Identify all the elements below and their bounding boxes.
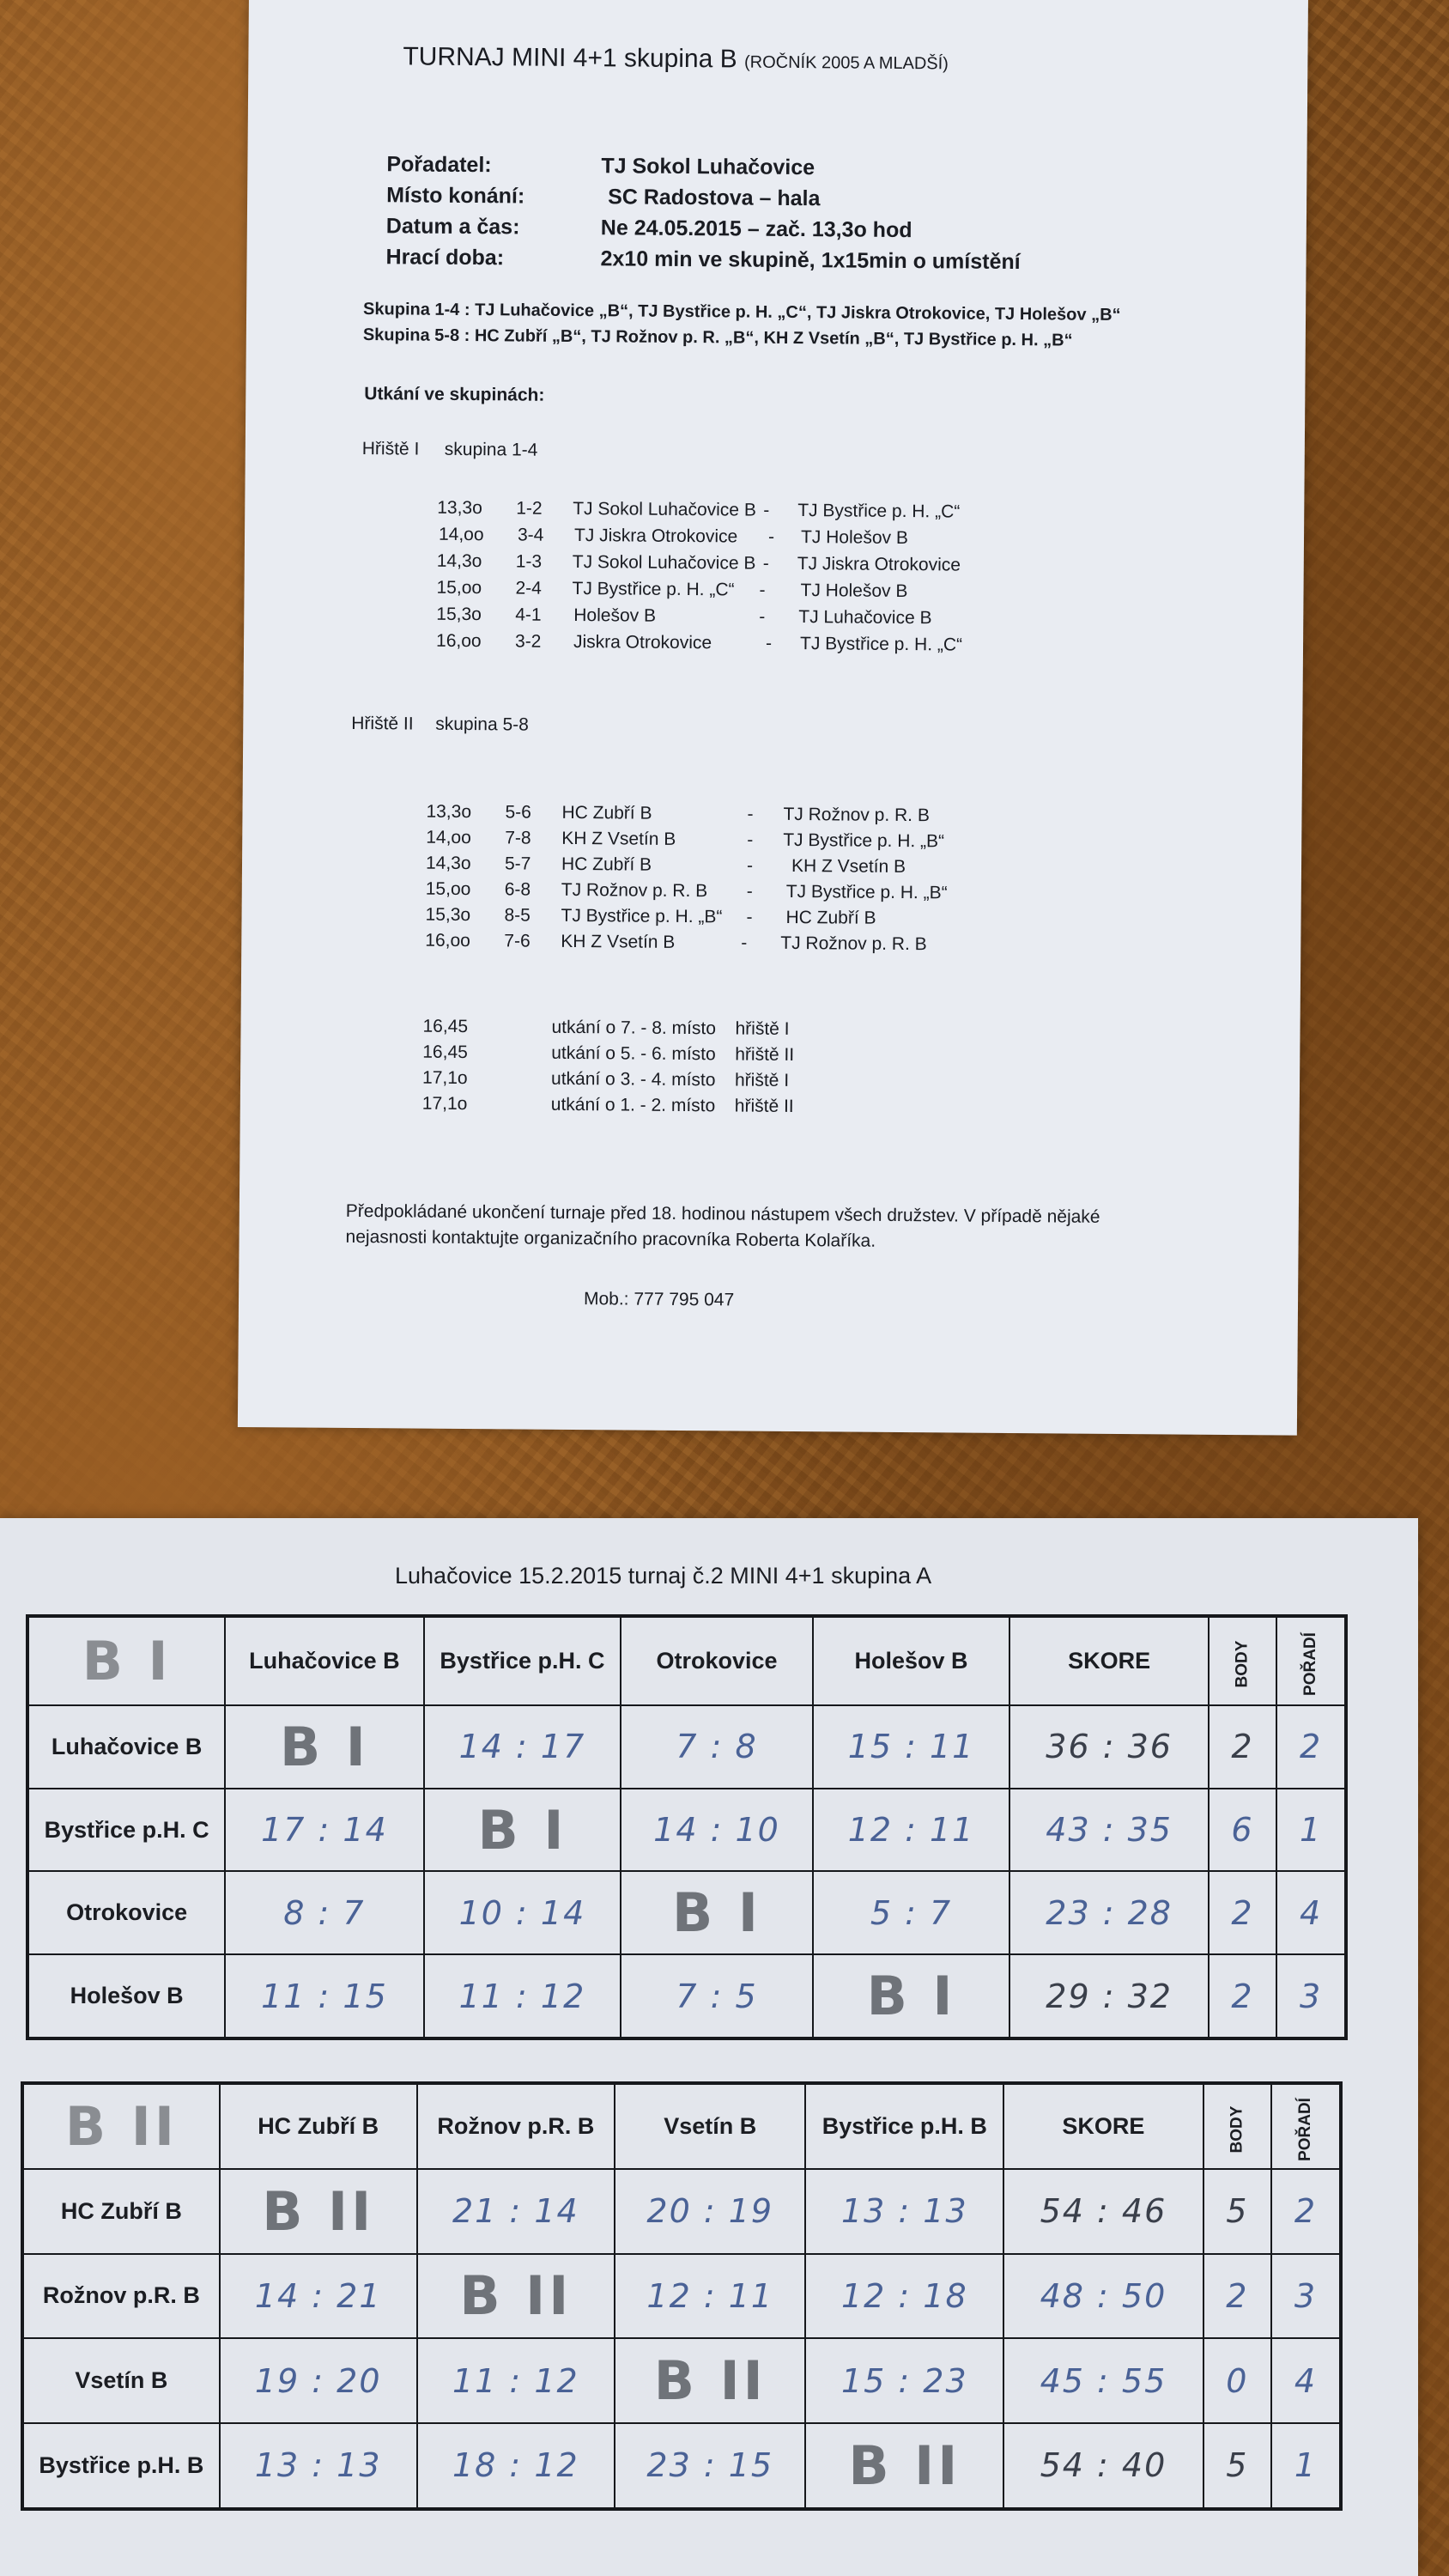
table-corner-logo: B I [27, 1616, 225, 1705]
group-table-2 [21, 2081, 1343, 2511]
match-time: 15,oo [436, 577, 482, 598]
match-time: 14,oo [438, 524, 484, 545]
diagonal-logo: B I [424, 1789, 621, 1872]
info-value: TJ Sokol Luhačovice [601, 154, 815, 180]
column-header: Vsetín B [615, 2083, 805, 2169]
column-header-text: POŘADÍ [1301, 1632, 1320, 1696]
column-header: HC Zubří B [220, 2083, 417, 2169]
match-home: TJ Bystřice p. H. „B“ [561, 905, 723, 927]
tournament-schedule-sheet [238, 0, 1308, 1436]
match-home: TJ Sokol Luhačovice B [573, 498, 756, 520]
table-row [22, 2423, 1341, 2509]
diagonal-logo: B II [220, 2169, 417, 2254]
match-away: TJ Jiskra Otrokovice [797, 554, 961, 575]
result-cell: 7 : 5 [621, 1954, 812, 2038]
match-away: TJ Bystřice p. H. „C“ [797, 501, 961, 522]
match-away: KH Z Vsetín B [791, 855, 906, 878]
row-team: Vsetín B [22, 2338, 220, 2423]
match-home: Jiskra Otrokovice [573, 631, 712, 653]
score-cell: 54 : 40 [1003, 2423, 1203, 2509]
match-away: TJ Bystřice p. H. „B“ [785, 881, 948, 903]
result-cell: 18 : 12 [417, 2423, 615, 2509]
score-cell: 36 : 36 [1009, 1705, 1208, 1789]
points-cell: 5 [1203, 2423, 1271, 2509]
result-cell: 8 : 7 [225, 1871, 423, 1954]
results-sheet [0, 1518, 1418, 2576]
footer-line-2: nejasnosti kontaktujte organizačního pracovníka Roberta Kolaříka. [345, 1226, 876, 1251]
match-away: TJ Rožnov p. R. B [783, 804, 930, 826]
match-home: HC Zubří B [561, 854, 652, 875]
result-cell: 21 : 14 [417, 2169, 615, 2254]
result-cell: 19 : 20 [220, 2338, 417, 2423]
points-cell: 6 [1209, 1789, 1276, 1872]
match-home: KH Z Vsetín B [561, 931, 676, 952]
info-label: Pořadatel: [386, 152, 492, 178]
mobile-number: Mob.: 777 795 047 [583, 1289, 735, 1310]
info-value: Ne 24.05.2015 – zač. 13,3o hod [600, 216, 912, 243]
info-value: 2x10 min ve skupině, 1x15min o umístění [600, 246, 1021, 275]
rank-cell: 4 [1271, 2338, 1341, 2423]
results-header: Luhačovice 15.2.2015 turnaj č.2 MINI 4+1 skupina A [395, 1563, 932, 1589]
column-header [1271, 2083, 1341, 2169]
score-cell: 54 : 46 [1003, 2169, 1203, 2254]
row-team: HC Zubří B [22, 2169, 220, 2254]
match-home: TJ Sokol Luhačovice B [572, 551, 756, 574]
title-text: TURNAJ MINI 4+1 skupina B [403, 42, 737, 74]
match-pair: 7-8 [505, 828, 531, 848]
column-header [1209, 1616, 1276, 1705]
court1-label: Hřiště I [361, 439, 420, 459]
match-home: TJ Rožnov p. R. B [561, 879, 708, 902]
column-header: SKORE [1009, 1616, 1208, 1705]
rank-cell: 2 [1271, 2169, 1341, 2254]
match-away: TJ Holešov B [800, 580, 908, 602]
match-time: 15,oo [425, 878, 471, 900]
column-header-text: BODY [1228, 2105, 1246, 2154]
match-away: TJ Bystřice p. H. „C“ [799, 634, 963, 655]
match-pair: 1-2 [516, 498, 543, 519]
placement-label: utkání o 7. - 8. místo [551, 1017, 717, 1039]
match-time: 13,3o [437, 497, 482, 519]
match-dash: - [762, 553, 769, 574]
result-cell: 14 : 21 [220, 2254, 417, 2339]
result-cell: 11 : 12 [417, 2338, 615, 2423]
result-cell: 15 : 23 [805, 2338, 1003, 2423]
result-cell: 13 : 13 [805, 2169, 1003, 2254]
match-pair: 3-2 [514, 631, 542, 652]
result-cell: 23 : 15 [615, 2423, 805, 2509]
points-cell: 2 [1209, 1871, 1276, 1954]
result-cell: 17 : 14 [225, 1789, 423, 1872]
row-team: Luhačovice B [27, 1705, 225, 1789]
result-cell: 11 : 12 [424, 1954, 621, 2038]
rank-cell: 3 [1271, 2254, 1341, 2339]
match-pair: 3-4 [517, 525, 544, 545]
court2-group: skupina 5-8 [435, 714, 529, 735]
rank-cell: 2 [1276, 1705, 1346, 1789]
table-row [22, 2169, 1341, 2254]
footer-line-1: Předpokládané ukončení turnaje před 18. hodinou nástupem všech družstev. V případě nějaké [345, 1200, 1100, 1227]
placement-time: 17,1o [421, 1067, 468, 1089]
match-pair: 5-7 [504, 854, 531, 874]
rank-cell: 1 [1271, 2423, 1341, 2509]
match-home: KH Z Vsetín B [561, 828, 676, 849]
match-dash: - [759, 580, 766, 600]
groups-line-1: Skupina 1-4 : TJ Luhačovice „B“, TJ Bystřice p. H. „C“, TJ Jiskra Otrokovice, TJ Holešov „B“ [363, 300, 1121, 325]
points-cell: 5 [1203, 2169, 1271, 2254]
row-team: Holešov B [27, 1954, 225, 2038]
match-dash: - [767, 526, 775, 547]
title-note: (ROČNÍK 2005 A MLADŠÍ) [743, 52, 949, 74]
column-header: Luhačovice B [225, 1616, 423, 1705]
placement-court: hřiště I [734, 1070, 790, 1091]
result-cell: 12 : 11 [615, 2254, 805, 2339]
match-dash: - [765, 633, 773, 653]
table-row [27, 1789, 1346, 1872]
match-dash: - [741, 933, 748, 953]
score-cell: 23 : 28 [1009, 1871, 1208, 1954]
diagonal-logo: B I [621, 1871, 812, 1954]
match-pair: 8-5 [504, 905, 531, 926]
match-dash: - [747, 804, 754, 824]
points-cell: 2 [1209, 1705, 1276, 1789]
points-cell: 0 [1203, 2338, 1271, 2423]
result-cell: 14 : 17 [424, 1705, 621, 1789]
match-time: 16,oo [435, 630, 482, 652]
match-dash: - [746, 907, 753, 927]
match-home: HC Zubří B [561, 802, 652, 823]
group-matches-heading: Utkání ve skupinách: [364, 384, 545, 405]
match-time: 16,oo [425, 930, 470, 951]
points-cell: 2 [1209, 1954, 1276, 2038]
result-cell: 5 : 7 [813, 1871, 1010, 1954]
column-header-text: BODY [1233, 1640, 1252, 1688]
match-home: Holešov B [573, 605, 657, 626]
rank-cell: 3 [1276, 1954, 1346, 2038]
match-dash: - [763, 500, 770, 520]
court1-group: skupina 1-4 [444, 439, 538, 460]
result-cell: 15 : 11 [813, 1705, 1010, 1789]
placement-court: hřiště I [735, 1018, 790, 1039]
result-cell: 14 : 10 [621, 1789, 812, 1872]
info-label: Místo konání: [386, 183, 525, 209]
info-label: Hrací doba: [385, 245, 505, 270]
column-header [1276, 1616, 1346, 1705]
placement-label: utkání o 3. - 4. místo [550, 1068, 716, 1091]
placement-time: 17,1o [421, 1093, 468, 1115]
placement-label: utkání o 5. - 6. místo [551, 1042, 716, 1065]
column-header: SKORE [1003, 2083, 1203, 2169]
column-header [1203, 2083, 1271, 2169]
rank-cell: 1 [1276, 1789, 1346, 1872]
result-cell: 12 : 11 [813, 1789, 1010, 1872]
result-cell: 11 : 15 [225, 1954, 423, 2038]
result-cell: 12 : 18 [805, 2254, 1003, 2339]
info-value: SC Radostova – hala [608, 185, 821, 211]
match-dash: - [746, 855, 754, 876]
score-cell: 43 : 35 [1009, 1789, 1208, 1872]
points-cell: 2 [1203, 2254, 1271, 2339]
row-team: Otrokovice [27, 1871, 225, 1954]
rank-cell: 4 [1276, 1871, 1346, 1954]
result-cell: 13 : 13 [220, 2423, 417, 2509]
result-cell: 20 : 19 [615, 2169, 805, 2254]
match-pair: 6-8 [504, 879, 531, 900]
table-row [27, 1954, 1346, 2038]
match-away: TJ Luhačovice B [798, 607, 932, 629]
column-header: Bystřice p.H. C [424, 1616, 621, 1705]
row-team: Bystřice p.H. C [27, 1789, 225, 1872]
score-cell: 48 : 50 [1003, 2254, 1203, 2339]
diagonal-logo: B I [225, 1705, 423, 1789]
table-row [27, 1705, 1346, 1789]
diagonal-logo: B I [813, 1954, 1010, 2038]
match-away: TJ Rožnov p. R. B [780, 933, 927, 955]
score-cell: 45 : 55 [1003, 2338, 1203, 2423]
group-table-1 [26, 1614, 1348, 2040]
match-pair: 2-4 [515, 578, 543, 598]
placement-time: 16,45 [422, 1042, 468, 1063]
table-header-row [27, 1616, 1346, 1705]
match-dash: - [747, 829, 754, 850]
table-row [22, 2338, 1341, 2423]
table-header-row [22, 2083, 1341, 2169]
placement-label: utkání o 1. - 2. místo [550, 1094, 716, 1116]
match-pair: 1-3 [515, 551, 543, 572]
result-cell: 7 : 8 [621, 1705, 812, 1789]
sheet-title [403, 42, 949, 76]
match-away: HC Zubří B [785, 907, 876, 928]
match-dash: - [759, 606, 766, 627]
match-time: 14,3o [425, 853, 471, 874]
column-header-text: POŘADÍ [1296, 2098, 1315, 2161]
match-time: 15,3o [436, 604, 482, 625]
score-cell: 29 : 32 [1009, 1954, 1208, 2038]
court2-label: Hřiště II [351, 713, 414, 734]
diagonal-logo: B II [805, 2423, 1003, 2509]
table-corner-logo: B II [22, 2083, 220, 2169]
table-row [27, 1871, 1346, 1954]
diagonal-logo: B II [417, 2254, 615, 2339]
match-pair: 5-6 [505, 802, 531, 823]
match-time: 14,oo [426, 827, 471, 848]
match-dash: - [746, 881, 753, 902]
match-away: TJ Bystřice p. H. „B“ [783, 829, 945, 852]
match-pair: 7-6 [504, 931, 530, 951]
placement-time: 16,45 [422, 1016, 469, 1037]
result-cell: 10 : 14 [424, 1871, 621, 1954]
match-time: 15,3o [425, 904, 471, 926]
column-header: Otrokovice [621, 1616, 812, 1705]
match-time: 13,3o [426, 801, 472, 823]
row-team: Rožnov p.R. B [22, 2254, 220, 2339]
match-home: TJ Jiskra Otrokovice [573, 525, 738, 547]
column-header: Bystřice p.H. B [805, 2083, 1003, 2169]
placement-court: hřiště II [735, 1044, 795, 1066]
info-label: Datum a čas: [385, 214, 520, 240]
groups-line-2: Skupina 5-8 : HC Zubří „B“, TJ Rožnov p. R. „B“, KH Z Vsetín „B“, TJ Bystřice p. H. „B“ [362, 325, 1073, 350]
match-away: TJ Holešov B [800, 527, 908, 549]
column-header: Rožnov p.R. B [417, 2083, 615, 2169]
row-team: Bystřice p.H. B [22, 2423, 220, 2509]
column-header: Holešov B [813, 1616, 1010, 1705]
match-home: TJ Bystřice p. H. „C“ [572, 578, 735, 600]
match-time: 14,3o [436, 550, 482, 572]
diagonal-logo: B II [615, 2338, 805, 2423]
match-pair: 4-1 [515, 605, 542, 625]
table-row [22, 2254, 1341, 2339]
placement-court: hřiště II [734, 1096, 794, 1117]
